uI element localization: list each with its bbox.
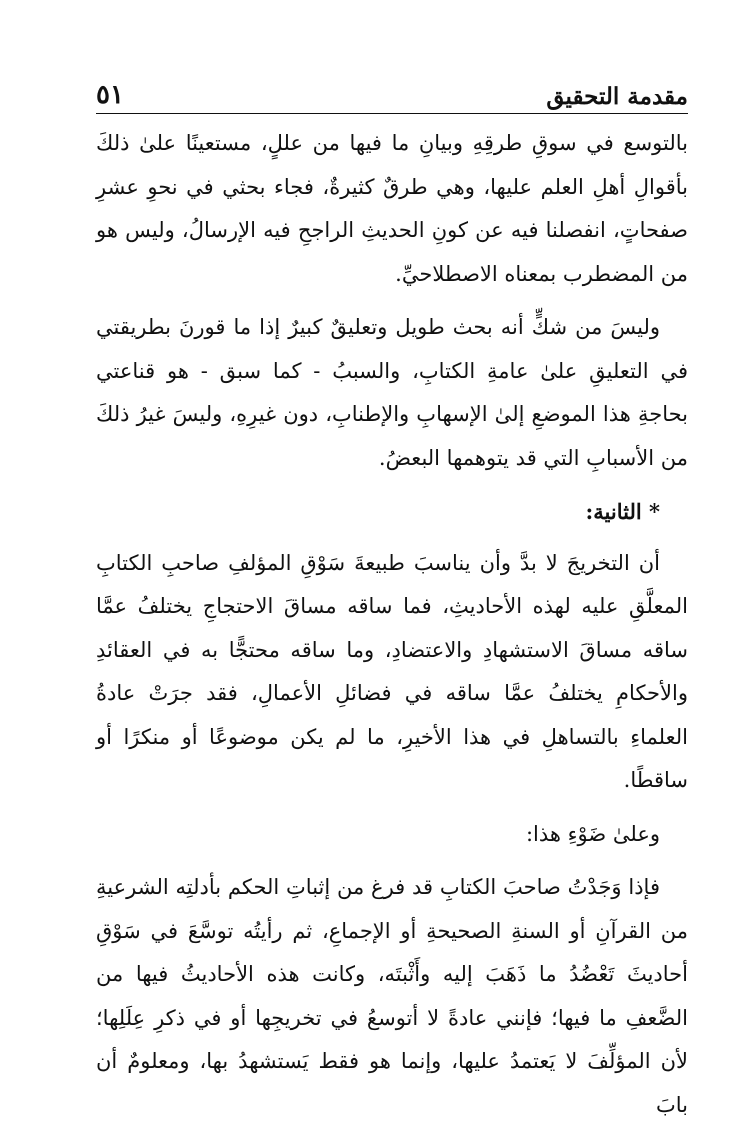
paragraph-4: وعلىٰ ضَوْءِ هذا: <box>525 821 660 846</box>
page-body <box>96 122 688 1137</box>
paragraph-5: فإذا وَجَدْتُ صاحبَ الكتابِ قد فرغ من إثباتِ الحكم بأدلتِه الشرعيةِ من القرآنِ أو السنةِ الصحيحةِ أو الإجماعِ، ثم رأيتُه توسَّعَ في سَوْقِ أحاديثَ تَعْضُدُ ما ذَهَبَ إليه وأَثْبتَه، وكانت هذه الأحاديثُ فيها من الضَّعفِ ما فيها؛ فإنني عادةً لا أتوسعُ في تخريجِها أو في ذكرِ عِلَلِها؛ لأن المؤلِّفَ لا يَعتمدُ عليها، وإنما هو فقط يَستشهدُ بها، ومعلومٌ أن بابَ <box>96 875 688 1117</box>
paragraph-3: أن التخريجَ لا بدَّ وأن يناسبَ طبيعةَ سَوْقِ المؤلفِ صاحبِ الكتابِ المعلَّقِ عليه لهذه الأحاديثِ، فما ساقه مساقَ الاحتجاجِ يختلفُ عمَّا ساقه مساقَ الاستشهادِ والاعتضادِ، وما ساقه محتجًّا به في العقائدِ والأحكامِ يختلفُ عمَّا ساقه في فضائلِ الأعمالِ، فقد جرَتْ عادةُ العلماءِ بالتساهلِ في هذا الأخيرِ، ما لم يكن موضوعًا أو منكرًا أو ساقطًا. <box>96 550 688 792</box>
section-heading-second: * الثانية: <box>585 499 660 524</box>
page-header <box>96 70 688 110</box>
running-title: مقدمة التحقيق <box>546 83 688 110</box>
header-rule <box>96 113 688 114</box>
page-number: ٥١ <box>96 80 124 110</box>
paragraph-2: وليسَ من شكٍّ أنه بحث طويل وتعليقٌ كبيرٌ إذا ما قورنَ بطريقتي في التعليقِ علىٰ عامةِ الكتابِ، والسببُ - كما سبق - هو قناعتي بحاجةِ هذا الموضعِ إلىٰ الإسهابِ والإطنابِ، دون غيرِهِ، وليسَ غيرُ ذلكَ من الأسبابِ التي قد يتوهمها البعضُ. <box>96 315 688 470</box>
paragraph-1: بالتوسع في سوقِ طرقِهِ وبيانِ ما فيها من عللٍ، مستعينًا علىٰ ذلكَ بأقوالِ أهلِ العلم عليها، وهي طرقٌ كثيرةٌ، فجاء بحثي في نحوِ عشرِ صفحاتٍ، انفصلنا فيه عن كونِ الحديثِ الراجحِ فيه الإرسالُ، وليس هو من المضطرب بمعناه الاصطلاحيِّ. <box>96 131 688 286</box>
